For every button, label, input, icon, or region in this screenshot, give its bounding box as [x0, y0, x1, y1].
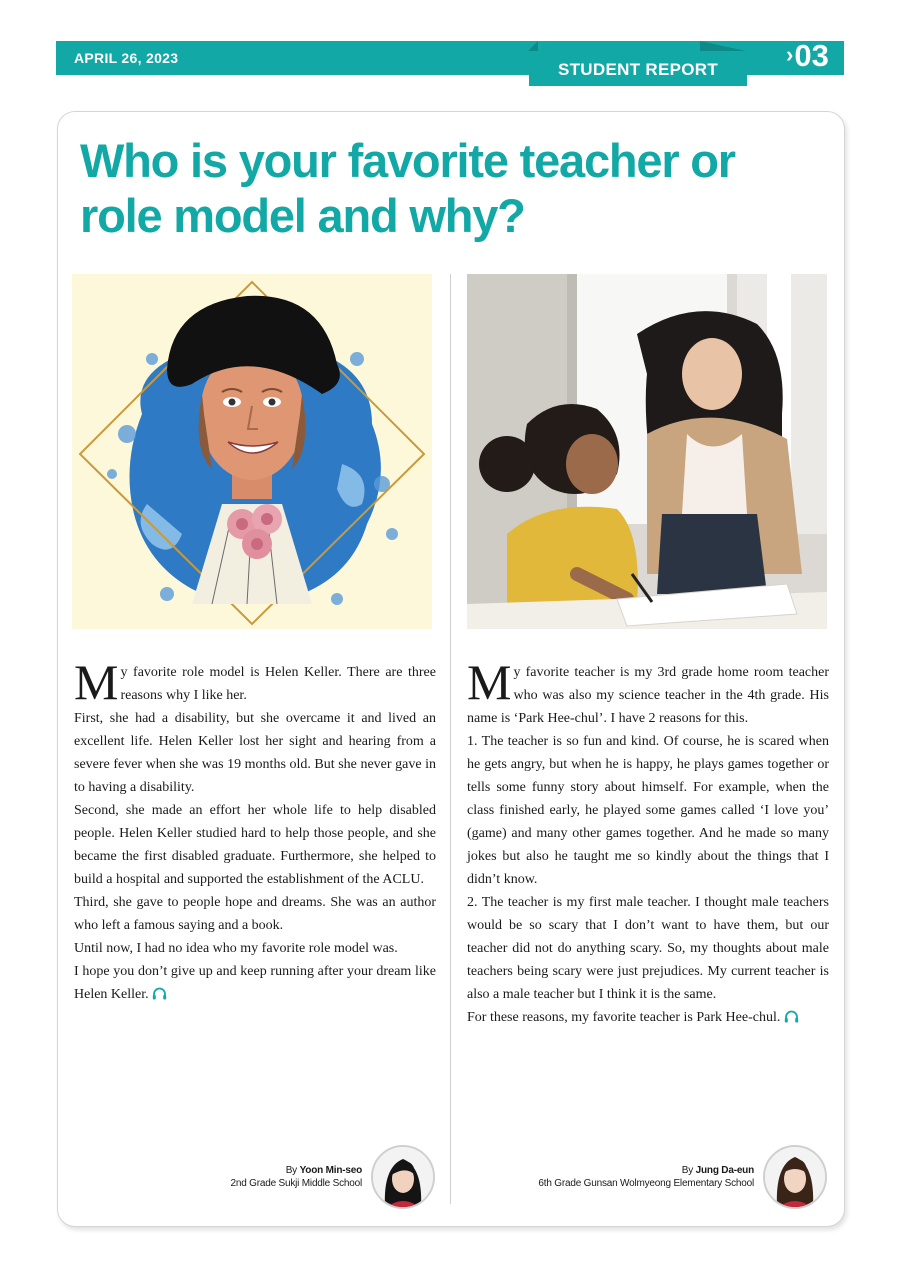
article-right-paragraph-4-text: For these reasons, my favorite teacher is Park Hee-chul. [467, 1010, 781, 1025]
title-line-2: role model and why? [80, 189, 525, 242]
article-left-paragraph-6-text: I hope you don’t give up and keep running after your dream like Helen Keller. [74, 964, 436, 1002]
author-name: Jung Da-eun [695, 1165, 754, 1176]
column-divider [450, 274, 451, 1204]
byline-right-author-line [538, 1164, 754, 1177]
issue-date: APRIL 26, 2023 [74, 50, 179, 66]
avatar [763, 1145, 827, 1209]
page-number-text: 03 [794, 38, 829, 73]
article-left-paragraph-3: Second, she made an effort her whole life to help disabled people. Helen Keller studied hard to help those people, and she became the first disabled graduate. Furthermore, she helped to build a hospital and supported the establishment of the ACLU. [74, 803, 436, 887]
author-school: 2nd Grade Sukji Middle School [230, 1178, 362, 1189]
article-left-paragraph-1 [74, 654, 436, 710]
article-left-paragraph-5: Until now, I had no idea who my favorite role model was. [74, 941, 398, 956]
article-left [74, 654, 436, 1008]
byline-prefix: By [285, 1165, 297, 1176]
author-school: 6th Grade Gunsan Wolmyeong Elementary School [538, 1178, 754, 1189]
headphones-icon [152, 985, 167, 1008]
article-right-paragraph-2: 1. The teacher is so fun and kind. Of course, he is scared when he gets angry, but when he is happy, he plays games together or tells some funny story about himself. For example, when the class finished early, he played some games called ‘I love you’ (game) and many other games together. And he made so many jokes but also he taught me so kindly about the things that I didn’t know. [467, 734, 829, 887]
avatar [371, 1145, 435, 1209]
byline-left-author-line [231, 1164, 363, 1177]
article-left-paragraph-1-text: y favorite role model is Helen Keller. There are three reasons why I like her. [120, 665, 436, 703]
byline-prefix: By [681, 1165, 694, 1176]
article-left-paragraph-6 [74, 960, 436, 1008]
article-right [467, 654, 829, 1031]
byline-right [538, 1164, 754, 1190]
article-right-paragraph-1-text: y favorite teacher is my 3rd grade home room teacher who was also my science teacher in the 4th grade. His name is ‘Park Hee-chul’. I have 2 reasons for this. [467, 665, 829, 726]
article-right-paragraph-1 [467, 654, 829, 730]
author-name: Yoon Min-seo [299, 1165, 362, 1176]
article-left-paragraph-4: Third, she gave to people hope and dreams. She was an author who left a famous saying and a book. [74, 895, 436, 933]
tab-fold-right [700, 41, 746, 51]
title-line-1: Who is your favorite teacher or [80, 134, 735, 187]
teacher-student-photo [467, 274, 827, 629]
chevron-right-icon: › [786, 42, 794, 67]
section-tab: STUDENT REPORT [529, 51, 747, 86]
article-left-paragraph-2: First, she had a disability, but she overcame it and lived an excellent life. Helen Keller lost her sight and hearing from a severe fever when she was 19 months old. But she never gave in to having a disability. [74, 711, 436, 795]
drop-cap-left: M [74, 654, 119, 710]
headphones-icon [784, 1008, 799, 1031]
byline-left [231, 1164, 363, 1190]
drop-cap-right: M [467, 654, 512, 710]
page-title [80, 133, 800, 243]
article-right-paragraph-3: 2. The teacher is my first male teacher. I thought male teachers would be so scary that I don’t want to have them, but our teacher did not do anything scary. So, my thoughts about male teachers being scary were just prejudices. My current teacher is also a male teacher but I think it is the same. [467, 895, 829, 1002]
tab-fold-left [528, 41, 538, 51]
helen-keller-illustration [72, 274, 432, 629]
page-number [786, 38, 829, 74]
article-right-paragraph-4 [467, 1006, 829, 1031]
